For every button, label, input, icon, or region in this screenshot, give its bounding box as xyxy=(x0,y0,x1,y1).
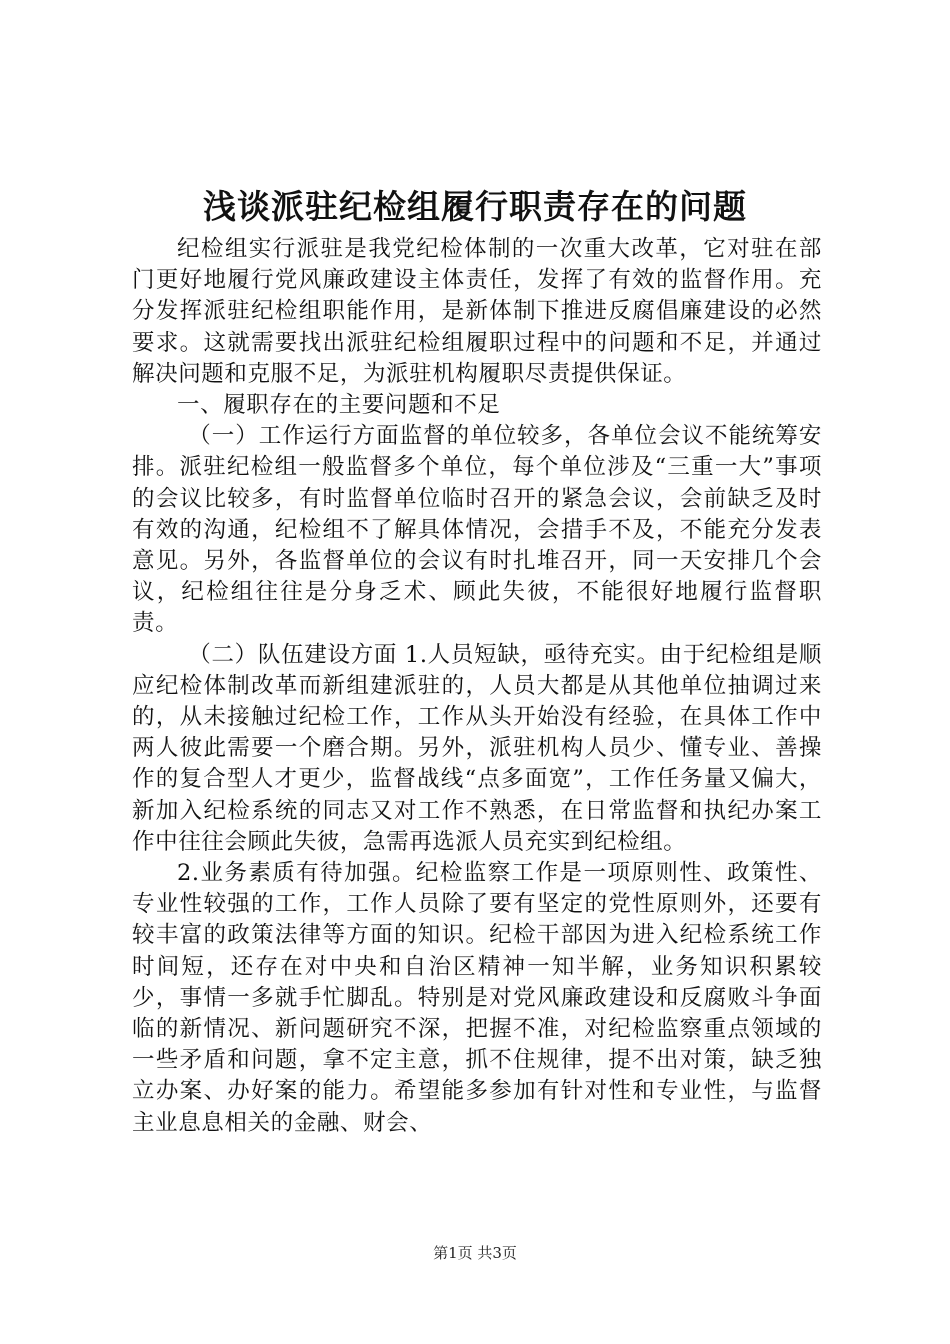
document-body xyxy=(132,234,822,1139)
paragraph-business-quality: 2.业务素质有待加强。纪检监察工作是一项原则性、政策性、专业性较强的工作，工作人员除了要有坚定的党性原则外，还要有较丰富的政策法律等方面的知识。纪检干部因为进入纪检系统工作时间短，还存在对中央和自治区精神一知半解，业务知识积累较少，事情一多就手忙脚乱。特别是对党风廉政建设和反腐败斗争面临的新情况、新问题研究不深，把握不准，对纪检监察重点领域的一些矛盾和问题，拿不定主意，抓不住规律，提不出对策，缺乏独立办案、办好案的能力。希望能多参加有针对性和专业性，与监督主业息息相关的金融、财会、 xyxy=(132,860,822,1136)
subsection-work-operation: （一）工作运行方面监督的单位较多，各单位会议不能统筹安排。派驻纪检组一般监督多个单位，每个单位涉及“三重一大”事项的会议比较多，有时监督单位临时召开的紧急会议，会前缺乏及时有效的沟通，纪检组不了解具体情况，会措手不及，不能充分发表意见。另外，各监督单位的会议有时扎堆召开，同一天安排几个会议，纪检组往往是分身乏术、顾此失彼，不能很好地履行监督职责。 xyxy=(132,423,822,637)
subsection-team-building: （二）队伍建设方面 1.人员短缺，亟待充实。由于纪检组是顺应纪检体制改革而新组建派驻的，人员大都是从其他单位抽调过来的，从未接触过纪检工作，工作从头开始没有经验，在具体工作中两人彼此需要一个磨合期。另外，派驻机构人员少、懂专业、善操作的复合型人才更少，监督战线“点多面宽”，工作任务量又偏大，新加入纪检系统的同志又对工作不熟悉，在日常监督和执纪办案工作中往往会顾此失彼，急需再选派人员充实到纪检组。 xyxy=(132,641,822,855)
section-heading: 一、履职存在的主要问题和不足 xyxy=(177,392,501,419)
page-number-footer: 第1页 共3页 xyxy=(433,1244,517,1262)
document-title: 浅谈派驻纪检组履行职责存在的问题 xyxy=(203,187,747,226)
intro-paragraph: 纪检组实行派驻是我党纪检体制的一次重大改革，它对驻在部门更好地履行党风廉政建设主体责任，发挥了有效的监督作用。充分发挥派驻纪检组职能作用，是新体制下推进反腐倡廉建设的必然要求。这就需要找出派驻纪检组履职过程中的问题和不足，并通过解决问题和克服不足，为派驻机构履职尽责提供保证。 xyxy=(132,236,822,387)
